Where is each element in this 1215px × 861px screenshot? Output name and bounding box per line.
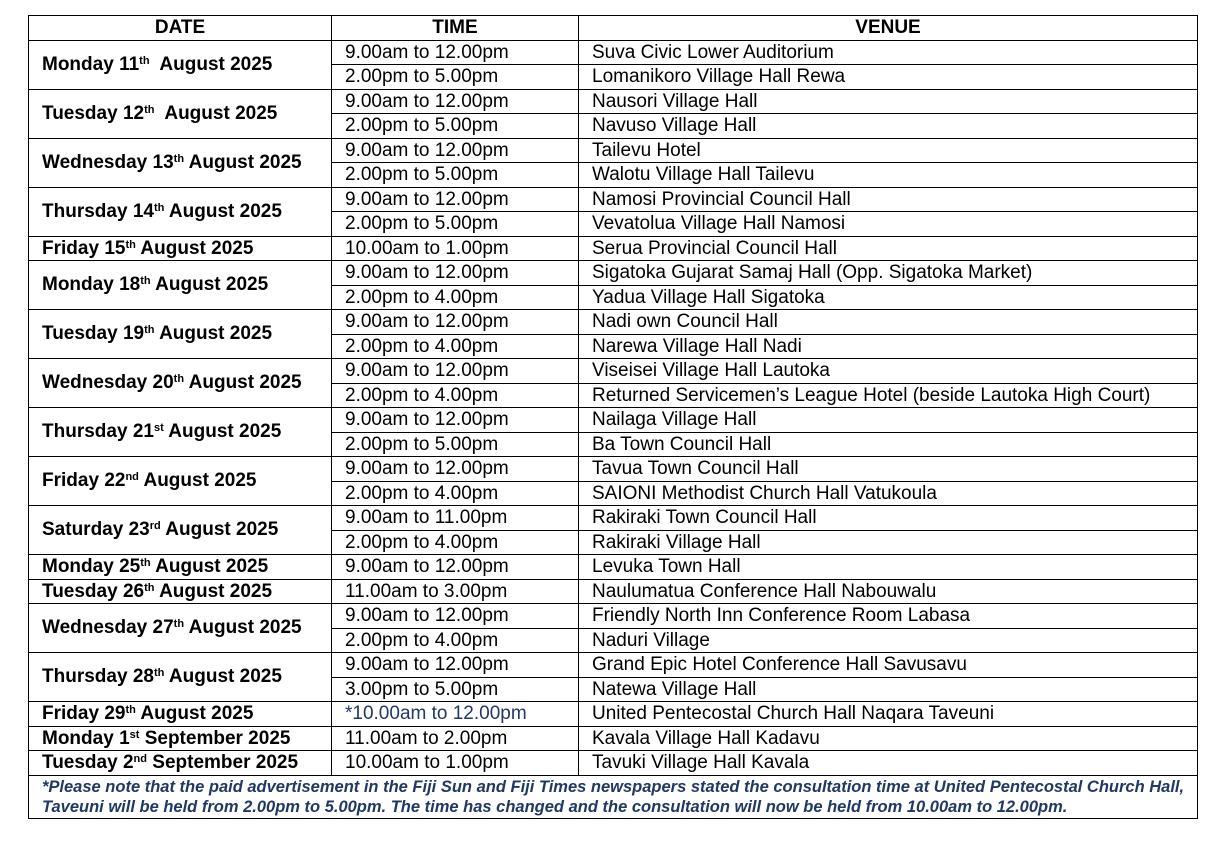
date-ordinal-suffix: nd [125,471,139,484]
time-cell: 2.00pm to 5.00pm [332,432,579,457]
date-ordinal-suffix: th [173,618,185,631]
time-cell: 2.00pm to 4.00pm [332,285,579,310]
date-cell [29,604,332,653]
time-cell: 2.00pm to 5.00pm [332,114,579,139]
venue-cell: United Pentecostal Church Hall Naqara Taveuni [579,702,1198,727]
date-weekday: Monday [42,727,114,749]
date-weekday: Tuesday [42,752,118,773]
date-weekday: Friday [42,237,100,259]
venue-cell: Tailevu Hotel [579,138,1198,163]
date-day-number: 11 [119,53,140,75]
table-row [29,604,1198,629]
date-ordinal-suffix: st [153,422,164,435]
table-row [29,457,1198,482]
venue-cell: Kavala Village Hall Kadavu [579,726,1198,751]
date-weekday: Saturday [42,519,124,541]
time-cell: 9.00am to 12.00pm [332,261,579,286]
date-day-number: 21 [132,421,154,443]
date-weekday: Wednesday [42,151,148,173]
date-ordinal-suffix: th [144,103,155,116]
date-day-number: 23 [128,519,150,541]
schedule-change-note: *Please note that the paid advertisement in the Fiji Sun and Fiji Times newspapers stated the consultation time at United Pentecostal Church Hall, Taveuni will be held from 2.00pm to 5.00pm. The time has changed and the consultation will now be held from 10.00am to 12.00pm. [29,775,1198,818]
table-row [29,310,1198,335]
time-cell: 9.00am to 12.00pm [332,187,579,212]
date-day-number: 27 [152,617,174,639]
date-day-number: 14 [132,200,154,222]
date-month-year: August 2025 [150,556,269,577]
venue-cell: Lomanikoro Village Hall Rewa [579,65,1198,90]
date-weekday: Monday [42,556,114,577]
table-row [29,261,1198,286]
date-month-year: September 2025 [147,752,299,773]
table-row [29,555,1198,580]
venue-cell: SAIONI Methodist Church Hall Vatukoula [579,481,1198,506]
table-row [29,40,1198,65]
date-weekday: Tuesday [42,323,118,345]
time-cell: 2.00pm to 4.00pm [332,530,579,555]
time-cell: 10.00am to 1.00pm [332,751,579,776]
date-day-number: 29 [104,703,126,724]
time-cell: 9.00am to 12.00pm [332,457,579,482]
venue-column-header: VENUE [579,16,1198,41]
table-row [29,138,1198,163]
time-cell: 2.00pm to 4.00pm [332,628,579,653]
venue-cell: Sigatoka Gujarat Samaj Hall (Opp. Sigatoka Market) [579,261,1198,286]
schedule-body [29,40,1198,775]
time-cell: 11.00am to 2.00pm [332,726,579,751]
time-cell: 9.00am to 12.00pm [332,310,579,335]
venue-cell: Nadi own Council Hall [579,310,1198,335]
date-month-year: August 2025 [184,151,302,173]
venue-cell: Serua Provincial Council Hall [579,236,1198,261]
date-ordinal-suffix: th [153,201,165,214]
date-cell [29,457,332,506]
venue-cell: Rakiraki Town Council Hall [579,506,1198,531]
time-cell: 9.00am to 11.00pm [332,506,579,531]
date-ordinal-suffix: nd [133,753,147,765]
header-row [29,16,1198,41]
date-day-number: 26 [122,580,145,602]
table-row [29,236,1198,261]
date-month-year: August 2025 [163,421,282,443]
date-cell [29,653,332,702]
date-weekday: Friday [42,470,100,492]
date-day-number: 12 [122,102,145,124]
venue-cell: Levuka Town Hall [579,555,1198,580]
table-row [29,187,1198,212]
date-ordinal-suffix: th [139,54,150,67]
date-cell [29,40,332,89]
table-row [29,408,1198,433]
date-month-year: August 2025 [184,372,302,394]
table-row [29,702,1198,727]
time-cell: 9.00am to 12.00pm [332,138,579,163]
venue-cell: Namosi Provincial Council Hall [579,187,1198,212]
table-row [29,89,1198,114]
date-weekday: Tuesday [42,580,118,602]
date-day-number: 1 [119,727,130,749]
date-day-number: 19 [122,323,145,345]
venue-cell: Nailaga Village Hall [579,408,1198,433]
venue-cell: Vevatolua Village Hall Namosi [579,212,1198,237]
time-cell: 2.00pm to 4.00pm [332,383,579,408]
date-month-year: August 2025 [135,237,254,259]
time-cell: 9.00am to 12.00pm [332,408,579,433]
time-cell: 2.00pm to 4.00pm [332,481,579,506]
note-row [29,775,1198,818]
date-cell [29,506,332,555]
date-ordinal-suffix: th [125,704,136,716]
venue-cell: Tavuki Village Hall Kavala [579,751,1198,776]
date-month-year: August 2025 [160,519,279,541]
date-weekday: Wednesday [42,617,148,639]
date-cell [29,408,332,457]
date-weekday: Tuesday [42,102,118,124]
time-cell: 9.00am to 12.00pm [332,604,579,629]
venue-cell: Returned Servicemen’s League Hotel (beside Lautoka High Court) [579,383,1198,408]
date-weekday: Monday [42,53,114,75]
date-cell [29,555,332,580]
date-cell [29,726,332,751]
date-month-year: August 2025 [135,703,254,724]
date-weekday: Thursday [42,200,128,222]
table-row [29,359,1198,384]
date-day-number: 22 [104,470,126,492]
date-ordinal-suffix: th [140,275,151,288]
date-ordinal-suffix: rd [149,520,161,533]
table-row [29,751,1198,776]
date-ordinal-suffix: th [144,324,155,337]
venue-cell: Yadua Village Hall Sigatoka [579,285,1198,310]
venue-cell: Viseisei Village Hall Lautoka [579,359,1198,384]
time-cell: 2.00pm to 5.00pm [332,65,579,90]
date-day-number: 25 [119,556,141,577]
date-cell [29,138,332,187]
date-ordinal-suffix: th [140,557,151,569]
venue-cell: Navuso Village Hall [579,114,1198,139]
date-cell [29,702,332,727]
date-cell [29,359,332,408]
venue-cell: Walotu Village Hall Tailevu [579,163,1198,188]
date-cell [29,89,332,138]
date-day-number: 20 [152,372,174,394]
date-ordinal-suffix: th [173,152,185,165]
time-cell: 11.00am to 3.00pm [332,579,579,604]
date-weekday: Thursday [42,421,128,443]
time-cell: 9.00am to 12.00pm [332,40,579,65]
venue-cell: Naduri Village [579,628,1198,653]
venue-cell: Naulumatua Conference Hall Nabouwalu [579,579,1198,604]
time-cell: 2.00pm to 4.00pm [332,334,579,359]
date-month-year: August 2025 [138,470,257,492]
table-row [29,506,1198,531]
date-ordinal-suffix: st [129,728,140,741]
date-cell [29,310,332,359]
venue-cell: Ba Town Council Hall [579,432,1198,457]
date-month-year: August 2025 [154,102,278,124]
venue-cell: Natewa Village Hall [579,677,1198,702]
date-day-number: 13 [152,151,174,173]
time-cell: 2.00pm to 5.00pm [332,163,579,188]
time-cell: 10.00am to 1.00pm [332,236,579,261]
time-cell: 9.00am to 12.00pm [332,359,579,384]
venue-cell: Narewa Village Hall Nadi [579,334,1198,359]
date-ordinal-suffix: th [125,238,136,251]
date-month-year: August 2025 [164,666,282,688]
table-row [29,653,1198,678]
date-weekday: Friday [42,703,100,724]
date-month-year: August 2025 [149,53,273,75]
date-ordinal-suffix: th [153,667,165,680]
date-month-year: August 2025 [184,617,302,639]
time-cell: 3.00pm to 5.00pm [332,677,579,702]
venue-cell: Grand Epic Hotel Conference Hall Savusavu [579,653,1198,678]
date-cell [29,187,332,236]
date-weekday: Wednesday [42,372,148,394]
time-cell: 9.00am to 12.00pm [332,555,579,580]
venue-cell: Tavua Town Council Hall [579,457,1198,482]
date-cell [29,236,332,261]
time-column-header: TIME [332,16,579,41]
time-cell: 9.00am to 12.00pm [332,89,579,114]
date-month-year: August 2025 [154,580,273,602]
table-row [29,579,1198,604]
venue-cell: Suva Civic Lower Auditorium [579,40,1198,65]
date-cell [29,751,332,776]
time-cell: 9.00am to 12.00pm [332,653,579,678]
date-day-number: 15 [104,237,126,259]
date-weekday: Monday [42,274,114,296]
date-day-number: 28 [132,666,154,688]
date-month-year: August 2025 [154,323,273,345]
time-cell: *10.00am to 12.00pm [332,702,579,727]
date-month-year: August 2025 [164,200,282,222]
venue-cell: Friendly North Inn Conference Room Labasa [579,604,1198,629]
date-weekday: Thursday [42,666,128,688]
date-column-header: DATE [29,16,332,41]
date-cell [29,579,332,604]
venue-cell: Rakiraki Village Hall [579,530,1198,555]
date-ordinal-suffix: th [144,581,155,594]
date-ordinal-suffix: th [173,373,185,386]
consultation-schedule-table [28,15,1198,819]
date-month-year: August 2025 [150,274,269,296]
venue-cell: Nausori Village Hall [579,89,1198,114]
date-month-year: September 2025 [139,727,291,749]
time-cell: 2.00pm to 5.00pm [332,212,579,237]
date-day-number: 18 [119,274,141,296]
date-day-number: 2 [122,752,134,773]
date-cell [29,261,332,310]
table-row [29,726,1198,751]
